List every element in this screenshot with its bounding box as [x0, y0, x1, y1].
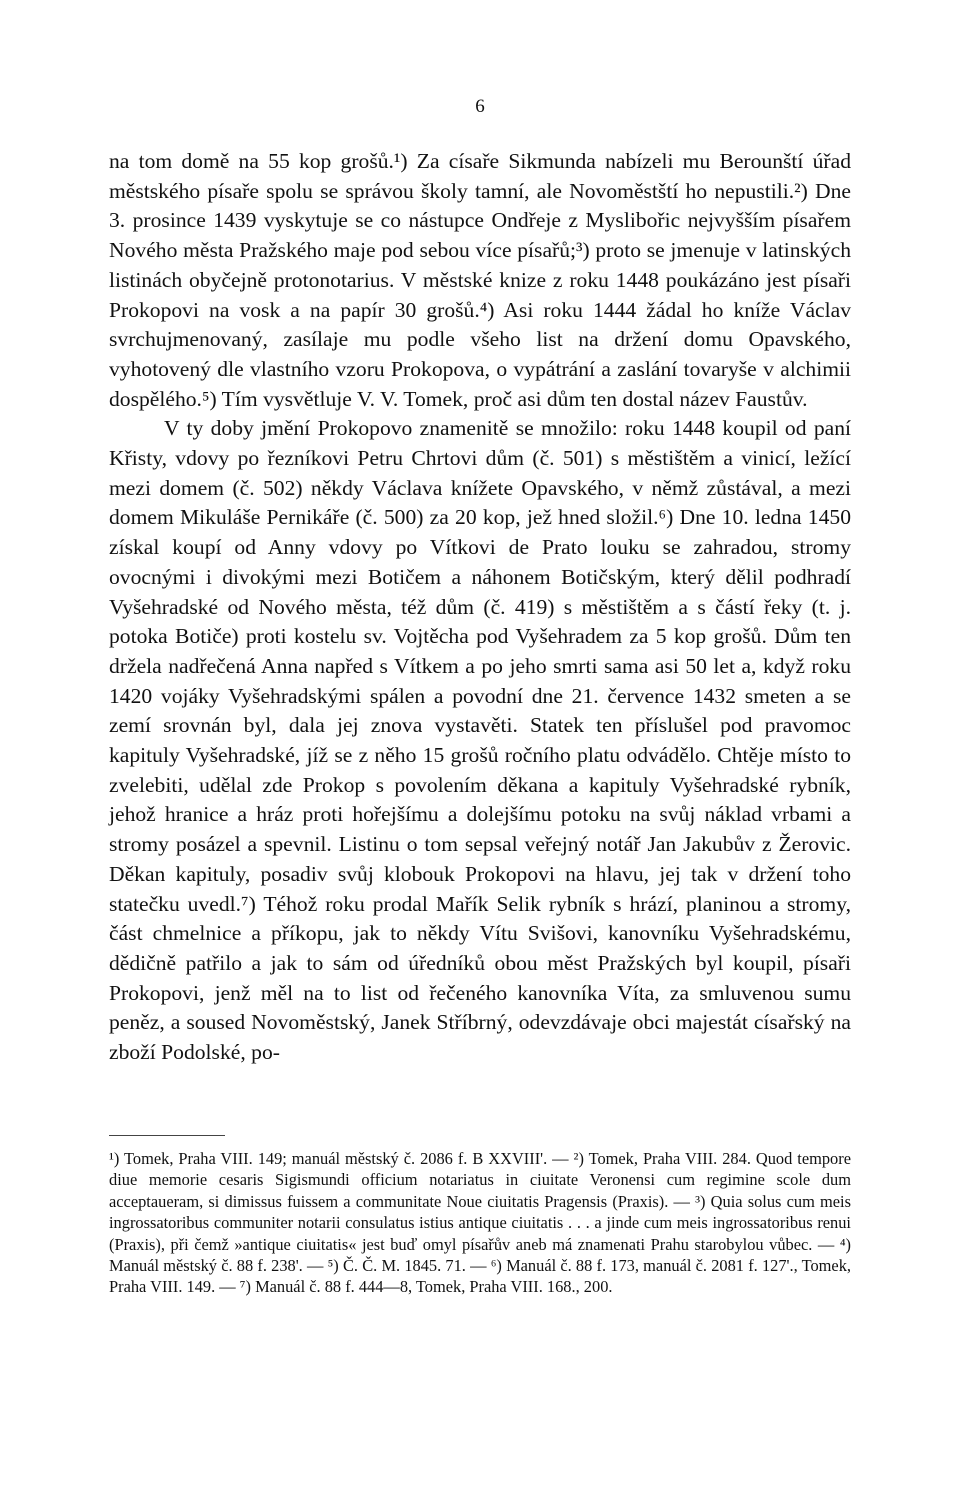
footnote-separator [109, 1135, 225, 1136]
paragraph-2: V ty doby jmění Prokopovo znamenitě se množilo: roku 1448 koupil od paní Křisty, vdovy po řezníkovi Petru Chrtovi dům (č. 501) s městištěm a vinicí, ležící mezi domem (č. 502) někdy Václava knížete Opavského, v němž zůstával, a mezi domem Mikuláše Pernikáře (č. 500) za 20 kop, jež hned složil.⁶) Dne 10. ledna 1450 získal koupí od Anny vdovy po Vítkovi de Prato louku se zahradou, stromy ovocnými i divokými mezi Botičem a náhonem Botičským, který dělil podhradí Vyšehradské od Nového města, též dům (č. 419) s městištěm a s částí řeky (t. j. potoka Botiče) proti kostelu sv. Vojtěcha pod Vyšehradem za 5 kop grošů. Dům ten držela nadřečená Anna napřed s Vítkem a po jeho smrti sama asi 50 let a, když roku 1420 vojáky Vyšehradskými spálen a povodní dne 21. července 1432 smeten a se zemí srovnán byl, dala jej znova vystavěti. Statek ten příslušel pod pravomoc kapituly Vyšehradské, jíž se z něho 15 grošů ročního platu odvádělo. Chtěje místo to zvelebiti, udělal zde Prokop s povolením děkana a kapituly Vyšehradské rybník, jehož hranice a hráz proti hořejšímu a dolejšímu potoku na svůj náklad vrbami a stromy posázel a spevnil. Listinu o tom sepsal veřejný notář Jan Jakubův z Žerovic. Děkan kapituly, posadiv svůj klobouk Prokopovi na hlavu, jej tak v držení toho statečku uvedl.⁷) Téhož roku prodal Mařík Selik rybník s hrází, planinou a stromy, část chmelnice a příkopu, jak to někdy Vítu Svišovi, kanovníku Vyšehradskému, dědičně patřilo a jak to sám od úředníků obou měst Pražských byl koupil, písaři Prokopovi, jenž měl na to list od řečeného kanovníka Víta, za smluvenou sumu peněz, a soused Novoměstský, Janek Stříbrný, odevzdávaje obci majestát císařský na zboží Podolské, po- [109, 416, 851, 1065]
footnotes: ¹) Tomek, Praha VIII. 149; manuál městský č. 2086 f. B XXVIII'. — ²) Tomek, Praha VIII. 284. Quod tempore diue memorie cesaris Sigismundi officium notariatus in ciuitate Veronensi cum regimine scole dum acceptaueram, si dimissus fuissem a communitate Noue ciuitatis Pragensis (Praxis). — ³) Quia solus cum meis ingrossatoribus communiter notarii consulatus istius antique ciuitatis . . . a jinde cum meis ingrossatoribus renui (Praxis), při čemž »antique ciuitatis« jest buď omyl písařův aneb má znamenati Prahu starobylou vůbec. — ⁴) Manuál městský č. 88 f. 238'. — ⁵) Č. Č. M. 1845. 71. — ⁶) Manuál č. 88 f. 173, manuál č. 2081 f. 127'., Tomek, Praha VIII. 149. — ⁷) Manuál č. 88 f. 444—8, Tomek, Praha VIII. 168., 200. [109, 1149, 851, 1297]
paragraph-1: na tom domě na 55 kop grošů.¹) Za císaře Sikmunda nabízeli mu Berounští úřad městského písaře spolu se správou školy tamní, ale Novoměstští ho nepustili.²) Dne 3. prosince 1439 vyskytuje se co nástupce Ondřeje z Myslibořic nejvyšším písařem Nového města Pražského maje pod sebou více písařů;³) proto se jmenuje v latinských listinách obyčejně protonotarius. V městské knize z roku 1448 poukázáno jest písaři Prokopovi na vosk a na papír 30 grošů.⁴) Asi roku 1444 žádal ho kníže Václav svrchujmenovaný, zasílaje mu podle všeho list na držení domu Opavského, vyhotovený dle vlastního vzoru Prokopova, o vypátrání a zaslání tovaryše v alchimii dospělého.⁵) Tím vysvětluje V. V. Tomek, proč asi dům ten dostal název Faustův. [109, 149, 851, 411]
page-number: 6 [475, 96, 485, 117]
main-text [109, 147, 851, 1068]
